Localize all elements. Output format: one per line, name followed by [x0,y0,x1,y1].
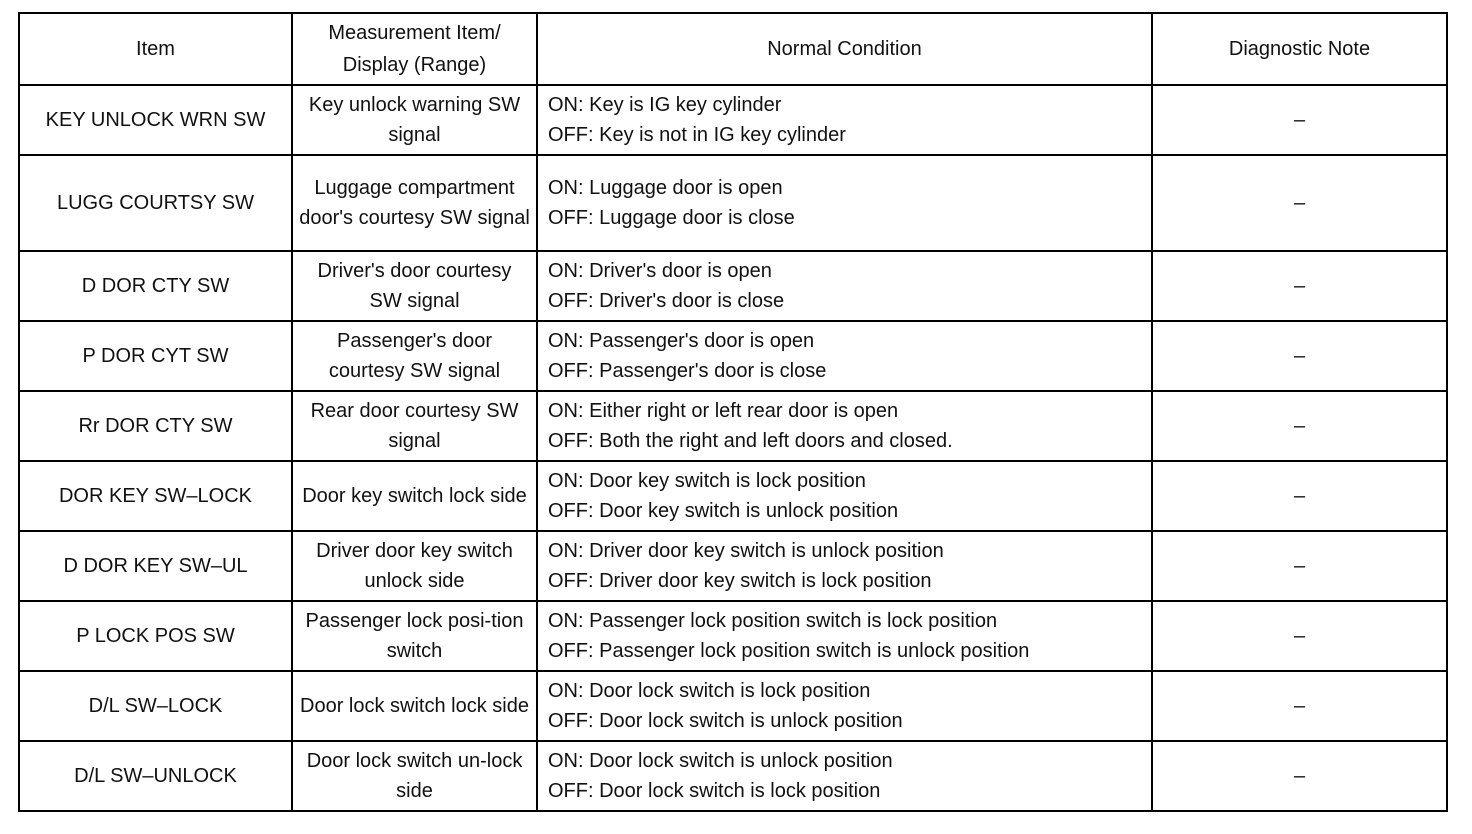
header-normal-condition: Normal Condition [537,13,1152,85]
condition-cell [537,155,1152,251]
condition-off: OFF: Luggage door is close [548,207,795,229]
item-cell: D DOR KEY SW–UL [19,531,292,601]
condition-on: ON: Passenger's door is open [548,330,815,352]
condition-off: OFF: Door lock switch is lock position [548,780,881,802]
condition-on: ON: Luggage door is open [548,177,783,199]
table-row [19,321,1447,391]
measurement-cell: Door lock switch lock side [292,671,537,741]
measurement-cell: Driver's door courtesy SW signal [292,251,537,321]
item-cell: LUGG COURTSY SW [19,155,292,251]
condition-off: OFF: Door lock switch is unlock position [548,710,903,732]
condition-on: ON: Passenger lock position switch is lock position [548,610,998,632]
condition-on: ON: Key is IG key cylinder [548,94,782,116]
item-cell: P DOR CYT SW [19,321,292,391]
note-cell: – [1152,85,1447,155]
header-diagnostic-note: Diagnostic Note [1152,13,1447,85]
table-row [19,391,1447,461]
table-row [19,461,1447,531]
table-row [19,671,1447,741]
condition-cell [537,531,1152,601]
header-item: Item [19,13,292,85]
condition-cell [537,391,1152,461]
header-measurement: Measurement Item/ Display (Range) [292,13,537,85]
condition-off: OFF: Both the right and left doors and closed. [548,430,953,452]
condition-on: ON: Driver door key switch is unlock position [548,540,944,562]
measurement-cell: Passenger's door courtesy SW signal [292,321,537,391]
item-cell: Rr DOR CTY SW [19,391,292,461]
note-cell: – [1152,321,1447,391]
measurement-cell: Luggage compartment door's courtesy SW signal [292,155,537,251]
condition-on: ON: Door lock switch is unlock position [548,750,893,772]
condition-off: OFF: Driver's door is close [548,290,785,312]
table-wrapper [18,12,1448,812]
condition-off: OFF: Passenger's door is close [548,360,827,382]
note-cell: – [1152,671,1447,741]
data-monitor-table [18,12,1448,812]
condition-on: ON: Door key switch is lock position [548,470,866,492]
condition-on: ON: Driver's door is open [548,260,772,282]
item-cell: DOR KEY SW–LOCK [19,461,292,531]
measurement-cell: Driver door key switch unlock side [292,531,537,601]
measurement-cell: Door key switch lock side [292,461,537,531]
item-cell: P LOCK POS SW [19,601,292,671]
condition-cell [537,85,1152,155]
measurement-cell: Rear door courtesy SW signal [292,391,537,461]
table-row [19,741,1447,811]
condition-off: OFF: Key is not in IG key cylinder [548,124,846,146]
measurement-cell: Passenger lock posi-tion switch [292,601,537,671]
note-cell: – [1152,461,1447,531]
note-cell: – [1152,155,1447,251]
condition-cell [537,321,1152,391]
note-cell: – [1152,391,1447,461]
header-row [19,13,1447,85]
condition-cell [537,251,1152,321]
note-cell: – [1152,601,1447,671]
condition-cell [537,461,1152,531]
condition-off: OFF: Passenger lock position switch is unlock position [548,640,1030,662]
note-cell: – [1152,741,1447,811]
table-row [19,85,1447,155]
condition-off: OFF: Driver door key switch is lock position [548,570,932,592]
condition-cell [537,671,1152,741]
note-cell: – [1152,531,1447,601]
item-cell: D/L SW–LOCK [19,671,292,741]
item-cell: KEY UNLOCK WRN SW [19,85,292,155]
item-cell: D/L SW–UNLOCK [19,741,292,811]
condition-on: ON: Either right or left rear door is open [548,400,899,422]
measurement-cell: Door lock switch un-lock side [292,741,537,811]
table-row [19,155,1447,251]
measurement-cell: Key unlock warning SW signal [292,85,537,155]
table-row [19,531,1447,601]
condition-on: ON: Door lock switch is lock position [548,680,871,702]
condition-cell [537,741,1152,811]
condition-off: OFF: Door key switch is unlock position [548,500,899,522]
item-cell: D DOR CTY SW [19,251,292,321]
table-row [19,251,1447,321]
condition-cell [537,601,1152,671]
note-cell: – [1152,251,1447,321]
table-row [19,601,1447,671]
